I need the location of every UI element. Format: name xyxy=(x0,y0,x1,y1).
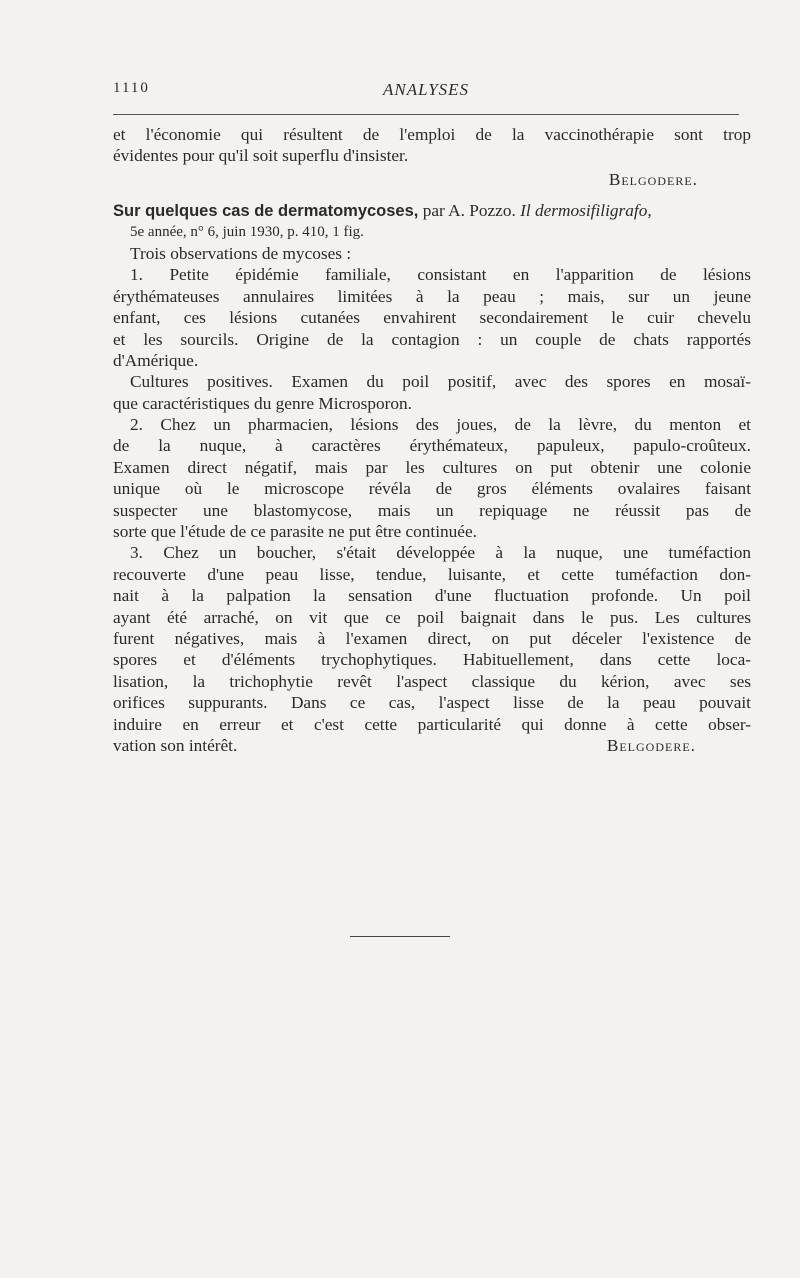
final-text: vation son intérêt. xyxy=(113,735,238,755)
text-line xyxy=(113,735,751,756)
text-line: érythémateuses annulaires limitées à la peau ; mais, sur un jeune xyxy=(113,286,751,306)
text-line: sorte que l'étude de ce parasite ne put être continuée. xyxy=(113,522,477,542)
header-rule xyxy=(113,114,739,115)
text-line: Examen direct négatif, mais par les cultures on put obtenir une colonie xyxy=(113,457,751,477)
text-line: 3. Chez un boucher, s'était développée à la nuque, une tuméfaction xyxy=(130,543,751,563)
text-line: nait à la palpation la sensation d'une fluctuation profonde. Un poil xyxy=(113,586,751,606)
article-details: 5e année, n° 6, juin 1930, p. 410, 1 fig. xyxy=(130,223,364,240)
text-line: d'Amérique. xyxy=(113,350,199,370)
text-line: et l'économie qui résultent de l'emploi de la vaccinothérapie sont trop xyxy=(113,125,751,144)
page-number: 1110 xyxy=(113,80,150,96)
text-line: furent négatives, mais à l'examen direct, on put déceler l'existence de xyxy=(113,628,751,648)
running-title: ANALYSES xyxy=(382,80,470,99)
text-line: unique où le microscope révéla de gros éléments ovalaires faisant xyxy=(113,479,751,499)
text-line: Cultures positives. Examen du poil positif, avec des spores en mosaï- xyxy=(130,372,751,392)
section-divider xyxy=(350,936,450,937)
text-line: induire en erreur et c'est cette particularité qui donne à cette obser- xyxy=(113,714,751,734)
journal-name: Il dermosifiligrafo, xyxy=(520,201,652,221)
text-line: 2. Chez un pharmacien, lésions des joues, de la lèvre, du menton et xyxy=(130,415,751,435)
page-header xyxy=(113,80,739,104)
text-line: 1. Petite épidémie familiale, consistant en l'apparition de lésions xyxy=(130,265,751,285)
text-line: que caractéristiques du genre Microsporon. xyxy=(113,393,412,413)
text-line: et les sourcils. Origine de la contagion : un couple de chats rapportés xyxy=(113,329,751,349)
text-line: spores et d'éléments trychophytiques. Habituellement, dans cette loca- xyxy=(113,650,751,670)
article-intro: Trois observations de mycoses : xyxy=(130,243,352,263)
text-line: recouverte d'une peau lisse, tendue, luisante, et cette tuméfaction don- xyxy=(113,564,751,584)
author-signature: Belgodere. xyxy=(608,169,698,189)
text-line: suspecter une blastomycose, mais un repiquage ne réussit pas de xyxy=(113,500,751,520)
author-signature: Belgodere. xyxy=(606,735,696,755)
text-line: orifices suppurants. Dans ce cas, l'aspect lisse de la peau pouvait xyxy=(113,693,751,713)
article-author: par A. Pozzo. xyxy=(418,201,521,221)
text-line: ayant été arraché, on vit que ce poil baignait dans le pus. Les cultures xyxy=(113,607,751,627)
article-heading xyxy=(113,200,751,221)
text-line: enfant, ces lésions cutanées envahirent secondairement le cuir chevelu xyxy=(113,308,751,328)
text-line: de la nuque, à caractères érythémateux, papuleux, papulo-croûteux. xyxy=(113,436,751,456)
text-line: lisation, la trichophytie revêt l'aspect classique du kérion, avec ses xyxy=(113,671,751,691)
article-title: Sur quelques cas de dermatomycoses, xyxy=(113,202,419,221)
page-content xyxy=(113,124,751,756)
text-line: évidentes pour qu'il soit superflu d'insister. xyxy=(113,146,409,166)
